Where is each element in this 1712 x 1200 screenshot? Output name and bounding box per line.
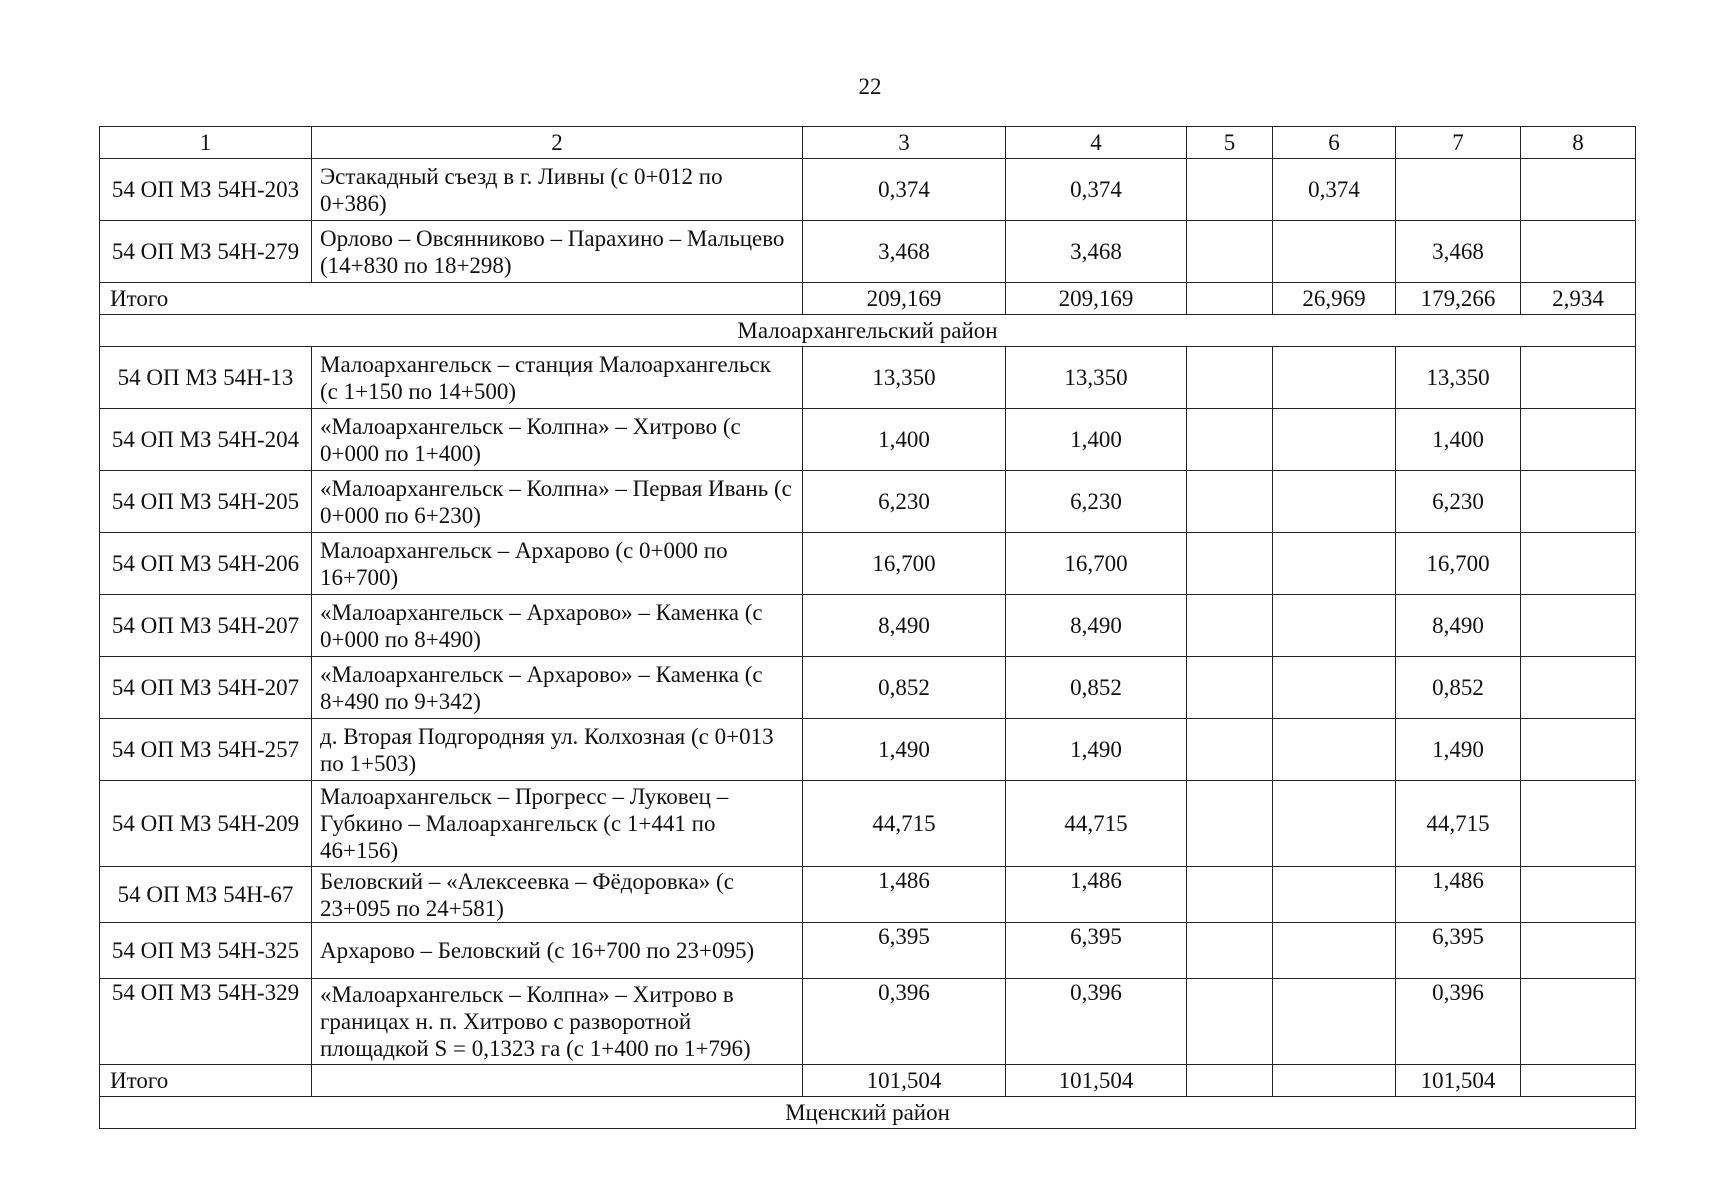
value-col6 (1273, 409, 1396, 471)
road-name: «Малоархангельск – Архарово» – Каменка (с 0+000 по 8+490) (312, 595, 803, 657)
value-col5 (1187, 867, 1273, 923)
value-col7: 1,490 (1396, 719, 1521, 781)
value-col5 (1187, 347, 1273, 409)
value-col6: 0,374 (1273, 159, 1396, 221)
value-col6 (1273, 221, 1396, 283)
column-number-row (100, 127, 1636, 159)
value-col4: 44,715 (1006, 781, 1187, 867)
road-code: 54 ОП МЗ 54Н-206 (100, 533, 312, 595)
col-header-7: 7 (1396, 127, 1521, 159)
district-heading: Мценский район (100, 1097, 1636, 1129)
road-name: Малоархангельск – Прогресс – Луковец – Губкино – Малоархангельск (с 1+441 по 46+156) (312, 781, 803, 867)
value-col3: 6,395 (803, 923, 1006, 979)
road-code: 54 ОП МЗ 54Н-203 (100, 159, 312, 221)
value-col7: 6,230 (1396, 471, 1521, 533)
value-col6 (1273, 595, 1396, 657)
road-name: Архарово – Беловский (с 16+700 по 23+095) (312, 923, 803, 979)
total-label: Итого (100, 1065, 312, 1097)
value-col7: 1,486 (1396, 867, 1521, 923)
value-col3: 1,400 (803, 409, 1006, 471)
value-col7 (1396, 159, 1521, 221)
value-col8 (1521, 533, 1636, 595)
value-col4: 6,395 (1006, 923, 1187, 979)
value-col8 (1521, 409, 1636, 471)
value-col5 (1187, 159, 1273, 221)
value-col7: 0,852 (1396, 657, 1521, 719)
value-col7: 44,715 (1396, 781, 1521, 867)
table-row (100, 979, 1636, 1065)
road-name: «Малоархангельск – Колпна» – Хитрово в границах н. п. Хитрово с разворотной площадкой S = 0,1323 га (с 1+400 по 1+796) (312, 979, 803, 1065)
value-col5 (1187, 471, 1273, 533)
value-col8 (1521, 923, 1636, 979)
value-col6 (1273, 471, 1396, 533)
table-row (100, 867, 1636, 923)
table-row (100, 719, 1636, 781)
road-name: Беловский – «Алексеевка – Фёдоровка» (с 23+095 по 24+581) (312, 867, 803, 923)
table-row (100, 533, 1636, 595)
road-name: «Малоархангельск – Колпна» – Первая Ивань (с 0+000 по 6+230) (312, 471, 803, 533)
value-col5 (1187, 221, 1273, 283)
value-col4: 3,468 (1006, 221, 1187, 283)
value-col7: 8,490 (1396, 595, 1521, 657)
col-header-1: 1 (100, 127, 312, 159)
table-row (100, 657, 1636, 719)
total-col6 (1273, 1065, 1396, 1097)
table-row (100, 595, 1636, 657)
value-col7: 1,400 (1396, 409, 1521, 471)
total-col8: 2,934 (1521, 283, 1636, 315)
road-code: 54 ОП МЗ 54Н-257 (100, 719, 312, 781)
district-heading: Малоархангельский район (100, 315, 1636, 347)
value-col7: 3,468 (1396, 221, 1521, 283)
table-row (100, 347, 1636, 409)
roads-table (99, 126, 1636, 1129)
road-name: Эстакадный съезд в г. Ливны (с 0+012 по 0+386) (312, 159, 803, 221)
value-col8 (1521, 347, 1636, 409)
road-name: «Малоархангельск – Колпна» – Хитрово (с 0+000 по 1+400) (312, 409, 803, 471)
value-col8 (1521, 595, 1636, 657)
col-header-2: 2 (312, 127, 803, 159)
total-col7: 101,504 (1396, 1065, 1521, 1097)
col-header-4: 4 (1006, 127, 1187, 159)
value-col3: 13,350 (803, 347, 1006, 409)
road-code: 54 ОП МЗ 54Н-67 (100, 867, 312, 923)
value-col7: 0,396 (1396, 979, 1521, 1065)
value-col3: 0,374 (803, 159, 1006, 221)
value-col4: 1,400 (1006, 409, 1187, 471)
value-col8 (1521, 159, 1636, 221)
value-col3: 1,490 (803, 719, 1006, 781)
table-row (100, 159, 1636, 221)
value-col4: 0,396 (1006, 979, 1187, 1065)
value-col6 (1273, 719, 1396, 781)
value-col5 (1187, 979, 1273, 1065)
total-label: Итого (100, 283, 803, 315)
value-col3: 3,468 (803, 221, 1006, 283)
road-code: 54 ОП МЗ 54Н-209 (100, 781, 312, 867)
value-col5 (1187, 409, 1273, 471)
value-col4: 16,700 (1006, 533, 1187, 595)
road-code: 54 ОП МЗ 54Н-207 (100, 657, 312, 719)
col-header-3: 3 (803, 127, 1006, 159)
col-header-6: 6 (1273, 127, 1396, 159)
total-col8 (1521, 1065, 1636, 1097)
value-col8 (1521, 657, 1636, 719)
total-row (100, 283, 1636, 315)
road-name: Малоархангельск – Архарово (с 0+000 по 16+700) (312, 533, 803, 595)
road-name: «Малоархангельск – Архарово» – Каменка (с 8+490 по 9+342) (312, 657, 803, 719)
road-name: Малоархангельск – станция Малоархангельск (с 1+150 по 14+500) (312, 347, 803, 409)
value-col3: 8,490 (803, 595, 1006, 657)
total-col4: 101,504 (1006, 1065, 1187, 1097)
total-col6: 26,969 (1273, 283, 1396, 315)
district-row (100, 315, 1636, 347)
col-header-5: 5 (1187, 127, 1273, 159)
value-col4: 1,490 (1006, 719, 1187, 781)
value-col5 (1187, 533, 1273, 595)
value-col3: 16,700 (803, 533, 1006, 595)
value-col3: 44,715 (803, 781, 1006, 867)
total-col2 (312, 1065, 803, 1097)
road-name: д. Вторая Подгородняя ул. Колхозная (с 0+013 по 1+503) (312, 719, 803, 781)
value-col4: 8,490 (1006, 595, 1187, 657)
value-col5 (1187, 657, 1273, 719)
road-code: 54 ОП МЗ 54Н-204 (100, 409, 312, 471)
total-col4: 209,169 (1006, 283, 1187, 315)
value-col8 (1521, 781, 1636, 867)
table-row (100, 409, 1636, 471)
table-row (100, 471, 1636, 533)
value-col6 (1273, 657, 1396, 719)
value-col4: 13,350 (1006, 347, 1187, 409)
value-col8 (1521, 867, 1636, 923)
value-col3: 0,396 (803, 979, 1006, 1065)
total-row (100, 1065, 1636, 1097)
value-col3: 1,486 (803, 867, 1006, 923)
road-code: 54 ОП МЗ 54Н-205 (100, 471, 312, 533)
value-col4: 6,230 (1006, 471, 1187, 533)
table-row (100, 781, 1636, 867)
value-col5 (1187, 923, 1273, 979)
value-col5 (1187, 781, 1273, 867)
value-col6 (1273, 533, 1396, 595)
value-col7: 16,700 (1396, 533, 1521, 595)
road-code: 54 ОП МЗ 54Н-13 (100, 347, 312, 409)
value-col7: 13,350 (1396, 347, 1521, 409)
value-col5 (1187, 719, 1273, 781)
value-col3: 0,852 (803, 657, 1006, 719)
table-row (100, 221, 1636, 283)
road-code: 54 ОП МЗ 54Н-207 (100, 595, 312, 657)
value-col4: 0,374 (1006, 159, 1187, 221)
col-header-8: 8 (1521, 127, 1636, 159)
road-name: Орлово – Овсянниково – Парахино – Мальцево (14+830 по 18+298) (312, 221, 803, 283)
value-col8 (1521, 221, 1636, 283)
value-col6 (1273, 867, 1396, 923)
value-col5 (1187, 595, 1273, 657)
total-col3: 101,504 (803, 1065, 1006, 1097)
value-col3: 6,230 (803, 471, 1006, 533)
value-col8 (1521, 719, 1636, 781)
district-row (100, 1097, 1636, 1129)
road-code: 54 ОП МЗ 54Н-329 (100, 979, 312, 1065)
value-col8 (1521, 979, 1636, 1065)
total-col5 (1187, 283, 1273, 315)
page-number: 22 (858, 74, 882, 99)
value-col4: 1,486 (1006, 867, 1187, 923)
value-col4: 0,852 (1006, 657, 1187, 719)
value-col7: 6,395 (1396, 923, 1521, 979)
value-col6 (1273, 781, 1396, 867)
value-col6 (1273, 347, 1396, 409)
value-col6 (1273, 979, 1396, 1065)
road-code: 54 ОП МЗ 54Н-279 (100, 221, 312, 283)
road-code: 54 ОП МЗ 54Н-325 (100, 923, 312, 979)
value-col6 (1273, 923, 1396, 979)
total-col5 (1187, 1065, 1273, 1097)
value-col8 (1521, 471, 1636, 533)
total-col3: 209,169 (803, 283, 1006, 315)
table-row (100, 923, 1636, 979)
total-col7: 179,266 (1396, 283, 1521, 315)
